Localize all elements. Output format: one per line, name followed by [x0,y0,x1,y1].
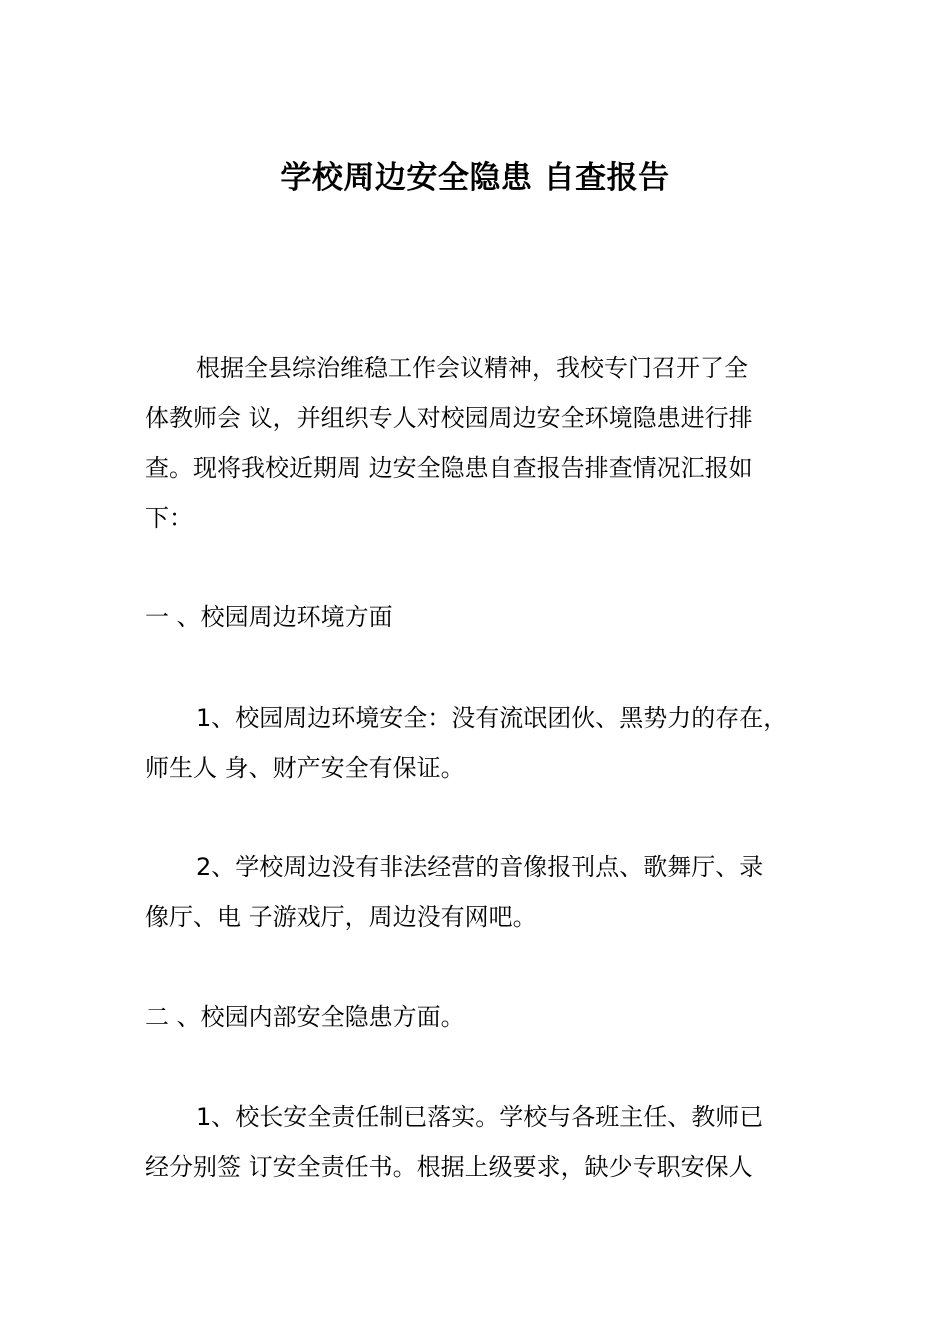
paragraph-1-line-1: 根据全县综治维稳工作会议精神，我校专门召开了全 [196,354,748,382]
paragraph-2-line-1: 1、校园周边环境安全：没有流氓团伙、黑势力的存在， [196,704,788,732]
paragraph-2-line-2: 师生人 身、财产安全有保证。 [145,754,465,782]
document-title: 学校周边安全隐患 自查报告 [280,160,670,196]
paragraph-3-line-1: 2、学校周边没有非法经营的音像报刊点、歌舞厅、录 [196,853,764,881]
paragraph-1-line-4: 下： [145,504,193,532]
paragraph-1-line-2: 体教师会 议，并组织专人对校园周边安全环境隐患进行排 [145,404,753,432]
paragraph-4-line-1: 1、校长安全责任制已落实。学校与各班主任、教师已 [196,1103,764,1131]
paragraph-1-line-3: 查。现将我校近期周 边安全隐患自查报告排查情况汇报如 [145,454,753,482]
paragraph-3-line-2: 像厅、电 子游戏厅，周边没有网吧。 [145,903,537,931]
section-heading-2: 二 、校园内部安全隐患方面。 [145,1003,465,1031]
paragraph-4-line-2: 经分别签 订安全责任书。根据上级要求，缺少专职安保人 [145,1153,753,1181]
section-heading-1: 一 、校园周边环境方面 [145,603,393,631]
